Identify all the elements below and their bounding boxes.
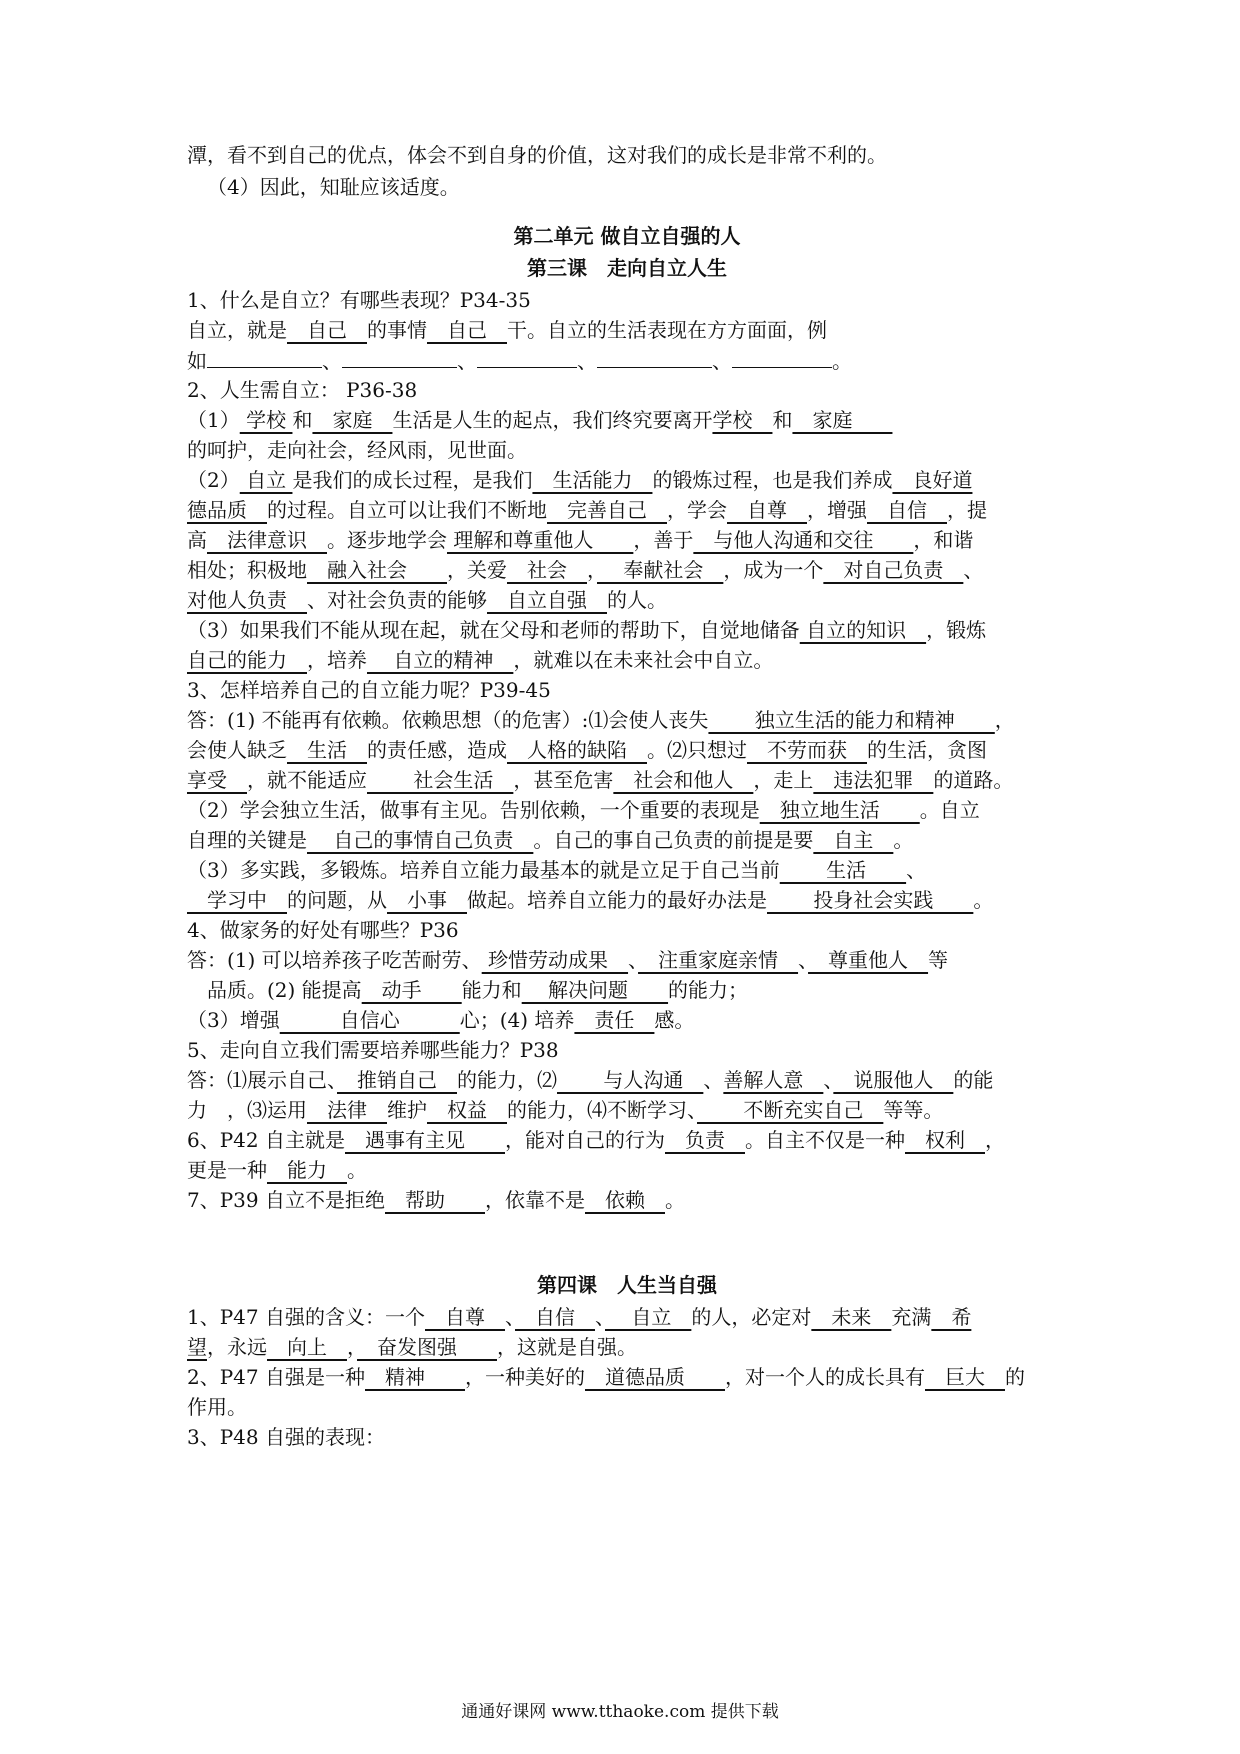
- page-footer: 通通好课网 www.tthaoke.com 提供下载: [461, 1702, 779, 1722]
- text-line: [207, 975, 1087, 1005]
- answer-blank: [597, 345, 712, 368]
- answer-fill: 说服他人: [833, 1068, 954, 1092]
- text-line: [187, 1302, 1067, 1332]
- text-segment: 答：⑴展示自己、: [187, 1068, 337, 1092]
- text-segment: 。⑵只想过: [647, 738, 747, 762]
- text-segment: ，提: [947, 498, 987, 522]
- question-heading: 5、走向自立我们需要培养哪些能力？P38: [187, 1038, 559, 1062]
- text-segment: ，这就是自强。: [497, 1335, 637, 1359]
- answer-fill: 自主: [813, 828, 894, 852]
- answer-blank: [207, 345, 322, 368]
- text-segment: 的能: [953, 1068, 994, 1092]
- text-segment: 的锻炼过程，也是我们养成: [652, 468, 893, 492]
- text-segment: 、: [963, 558, 984, 582]
- answer-fill: 社会: [507, 558, 587, 582]
- text-segment: 能力和: [461, 978, 522, 1002]
- text-segment: 生活是人生的起点，我们终究要离开: [392, 408, 713, 432]
- text-segment: 相处；积极地: [187, 558, 307, 582]
- answer-fill: 望: [187, 1335, 207, 1359]
- text-line: [187, 1065, 1067, 1095]
- answer-fill: 自信: [515, 1305, 595, 1329]
- text-segment: 。自主不仅是一种: [745, 1128, 905, 1152]
- answer-fill: 推销自己: [337, 1068, 457, 1092]
- text-segment: 、: [595, 1305, 605, 1329]
- text-line: [187, 1125, 1067, 1155]
- text-segment: 高: [187, 528, 207, 552]
- question-heading: 3、P48 自强的表现：: [187, 1425, 385, 1449]
- text-segment: ，就不能适应: [247, 768, 367, 792]
- answer-fill: 希: [931, 1305, 972, 1329]
- answer-fill: 家庭: [312, 408, 393, 432]
- text-segment: ，依靠不是: [485, 1188, 585, 1212]
- text-segment: ，一种美好的: [465, 1365, 585, 1389]
- text-line: [187, 825, 1067, 855]
- answer-fill: 珍惜劳动成果: [481, 948, 629, 972]
- lesson-title: 第三课 走向自立人生: [527, 256, 727, 280]
- text-segment: 心；(4) 培养: [459, 1008, 575, 1032]
- text-segment: 会使人缺乏: [187, 738, 287, 762]
- text-segment: ，成为一个: [723, 558, 824, 582]
- answer-fill: 自立的知识: [799, 618, 927, 642]
- answer-fill: 学校: [239, 408, 293, 432]
- answer-fill: 生活: [287, 738, 367, 762]
- text-segment: 、: [798, 948, 809, 972]
- answer-fill: 精神: [365, 1365, 465, 1389]
- text-segment: 2、P47 自强是一种: [187, 1365, 365, 1389]
- answer-fill: 自己: [287, 318, 367, 342]
- text-segment: 答：(1) 可以培养孩子吃苦耐劳、: [187, 948, 482, 972]
- answer-fill: 生活能力: [532, 468, 653, 492]
- text-line: [187, 765, 1067, 795]
- answer-fill: 自尊: [425, 1305, 505, 1329]
- text-segment: 充满: [891, 1305, 932, 1329]
- text-line: [187, 885, 1067, 915]
- answer-fill: 理解和尊重他人: [447, 528, 634, 552]
- text-segment: 干。自立的生活表现在方方面面，例: [507, 318, 827, 342]
- text-segment: 。: [973, 888, 994, 912]
- blank-line: [187, 345, 1067, 376]
- answer-fill: 生活: [779, 858, 907, 882]
- answer-fill: 学习中: [187, 888, 287, 912]
- text-segment: 的问题，从: [287, 888, 387, 912]
- answer-fill: 家庭: [792, 408, 893, 432]
- text-segment: 和: [772, 408, 793, 432]
- text-segment: ，学会: [667, 498, 727, 522]
- separator: 。: [832, 349, 852, 373]
- text-segment: 自立，就是: [187, 318, 287, 342]
- text-segment: 6、P42 自主就是: [187, 1128, 345, 1152]
- answer-fill: 独立地生活: [759, 798, 920, 822]
- answer-fill: 动手: [361, 978, 462, 1002]
- text-segment: 的能力；: [668, 978, 749, 1002]
- text-segment: ，善于: [633, 528, 694, 552]
- text-segment: 。自己的事自己负责的前提是要: [533, 828, 814, 852]
- answer-fill: 不劳而获: [747, 738, 867, 762]
- answer-fill: 不断充实自己: [697, 1098, 884, 1122]
- answer-blank: [342, 345, 457, 368]
- text-segment: ，甚至危害: [513, 768, 614, 792]
- text-segment: 做起。培养自立能力的最好办法是: [467, 888, 767, 912]
- answer-fill: 权益: [427, 1098, 507, 1122]
- answer-fill: 独立生活的能力和精神: [708, 708, 995, 732]
- text-line: [187, 315, 1067, 345]
- answer-blank: [477, 345, 577, 368]
- text-line: [187, 1005, 1067, 1035]
- lesson-title: 第四课 人生当自强: [537, 1273, 717, 1297]
- answer-fill: 自己: [427, 318, 507, 342]
- answer-fill: 与他人沟通和交往: [693, 528, 914, 552]
- unit-title: 第二单元 做自立自强的人: [513, 224, 741, 248]
- text-segment: 、: [703, 1068, 724, 1092]
- text-segment: ，培养: [307, 648, 367, 672]
- answer-fill: 自立: [605, 1305, 692, 1329]
- text-line: [187, 1362, 1067, 1392]
- answer-fill: 社会生活: [367, 768, 514, 792]
- text-line: （4）因此，知耻应该适度。: [207, 175, 460, 199]
- text-segment: 的能力，⑷不断学习、: [507, 1098, 697, 1122]
- answer-fill: 能力: [267, 1158, 347, 1182]
- text-segment: ，就难以在未来社会中自立。: [513, 648, 774, 672]
- text-line: [187, 465, 1067, 495]
- text-segment: ，增强: [807, 498, 867, 522]
- answer-fill: 对他人负责: [187, 588, 307, 612]
- text-segment: 力 ，⑶运用: [187, 1098, 307, 1122]
- text-line: [187, 1155, 1067, 1185]
- text-segment: 7、P39 自立不是拒绝: [187, 1188, 385, 1212]
- answer-fill: 帮助: [385, 1188, 485, 1212]
- text-line: [187, 705, 1067, 735]
- text-segment: 更是一种: [187, 1158, 267, 1182]
- answer-fill: 自尊: [727, 498, 807, 522]
- text-segment: 的事情: [367, 318, 427, 342]
- answer-fill: 遇事有主见: [345, 1128, 505, 1152]
- answer-fill: 自己的事情自己负责: [307, 828, 534, 852]
- answer-fill: 责任: [574, 1008, 655, 1032]
- text-segment: ，锻炼: [926, 618, 987, 642]
- text-line: 作用。: [187, 1395, 247, 1419]
- text-segment: 。: [347, 1158, 367, 1182]
- text-segment: 。: [665, 1188, 685, 1212]
- text-segment: ，: [994, 708, 1015, 732]
- text-segment: 的生活，贪图: [867, 738, 987, 762]
- text-segment: 。: [893, 828, 914, 852]
- answer-fill: 投身社会实践: [767, 888, 974, 912]
- text-segment: 、: [906, 858, 927, 882]
- answer-fill: 注重家庭亲情: [638, 948, 799, 972]
- text-prefix: 如: [187, 349, 207, 373]
- answer-fill: 自信: [867, 498, 947, 522]
- text-segment: 。逐步地学会: [327, 528, 447, 552]
- text-segment: 的人，必定对: [691, 1305, 812, 1329]
- answer-fill: 依赖: [585, 1188, 665, 1212]
- text-line: [187, 525, 1067, 555]
- text-segment: （2）: [187, 468, 240, 492]
- text-segment: 的能力，⑵: [457, 1068, 557, 1092]
- text-segment: 。自立: [919, 798, 980, 822]
- text-segment: ，能对自己的行为: [505, 1128, 665, 1152]
- text-segment: （2）学会独立生活，做事有主见。告别依赖，一个重要的表现是: [187, 798, 760, 822]
- text-segment: ，对一个人的成长具有: [725, 1365, 925, 1389]
- answer-fill: 奋发图强: [357, 1335, 497, 1359]
- text-segment: 等等。: [883, 1098, 944, 1122]
- text-segment: 是我们的成长过程，是我们: [292, 468, 533, 492]
- answer-fill: 违法犯罪: [813, 768, 934, 792]
- text-segment: 、: [823, 1068, 834, 1092]
- text-segment: 感。: [654, 1008, 695, 1032]
- answer-fill: 自立的精神: [367, 648, 514, 672]
- question-heading: 4、做家务的好处有哪些？P36: [187, 918, 459, 942]
- question-heading: 2、人生需自立： P36-38: [187, 378, 418, 402]
- text-segment: ，: [347, 1335, 357, 1359]
- text-segment: ，和谐: [913, 528, 974, 552]
- text-segment: 和: [292, 408, 313, 432]
- text-line: [187, 855, 1067, 885]
- text-line: 潭，看不到自己的优点，体会不到自身的价值，这对我们的成长是非常不利的。: [187, 143, 887, 167]
- answer-fill: 自立自强: [487, 588, 607, 612]
- answer-fill: 解决问题: [521, 978, 669, 1002]
- answer-fill: 未来: [811, 1305, 892, 1329]
- text-segment: ，: [985, 1128, 1005, 1152]
- text-segment: （3）如果我们不能从现在起，就在父母和老师的帮助下，自觉地储备: [187, 618, 800, 642]
- text-line: [187, 615, 1067, 645]
- text-segment: 维护: [387, 1098, 427, 1122]
- text-segment: （1）: [187, 408, 240, 432]
- answer-fill: 道德品质: [585, 1365, 725, 1389]
- answer-fill: 享受: [187, 768, 247, 792]
- answer-fill: 对自己负责: [823, 558, 964, 582]
- answer-fill: 法律: [307, 1098, 387, 1122]
- answer-fill: 社会和他人: [613, 768, 754, 792]
- text-line: [187, 795, 1067, 825]
- answer-blank: [732, 345, 832, 368]
- separator: 、: [322, 349, 342, 373]
- text-segment: 自理的关键是: [187, 828, 307, 852]
- text-segment: 的人。: [607, 588, 667, 612]
- text-line: [187, 945, 1067, 975]
- text-segment: 的道路。: [933, 768, 1014, 792]
- text-segment: 、对社会负责的能够: [307, 588, 487, 612]
- answer-fill: 奉献社会: [597, 558, 724, 582]
- answer-fill: 完善自己: [547, 498, 667, 522]
- text-line: [187, 1095, 1067, 1125]
- question-heading: 1、什么是自立？有哪些表现？P34-35: [187, 288, 531, 312]
- text-segment: （3）增强: [187, 1008, 280, 1032]
- text-segment: 的责任感，造成: [367, 738, 507, 762]
- text-segment: 、: [505, 1305, 515, 1329]
- answer-fill: 自己的能力: [187, 648, 307, 672]
- answer-fill: 巨大: [925, 1365, 1005, 1389]
- text-segment: 等: [928, 948, 949, 972]
- answer-fill: 权利: [905, 1128, 985, 1152]
- text-segment: ，: [587, 558, 597, 582]
- answer-fill: 融入社会: [307, 558, 447, 582]
- text-segment: ，永远: [207, 1335, 267, 1359]
- text-segment: 的: [1005, 1365, 1025, 1389]
- text-line: [187, 1332, 1067, 1362]
- answer-fill: 自信心: [279, 1008, 460, 1032]
- text-line: [187, 555, 1067, 585]
- text-line: [187, 1185, 1067, 1215]
- separator: 、: [712, 349, 732, 373]
- question-heading: 3、怎样培养自己的自立能力呢？P39-45: [187, 678, 551, 702]
- text-segment: ，走上: [753, 768, 814, 792]
- text-line: [187, 495, 1067, 525]
- answer-fill: 自立: [239, 468, 293, 492]
- text-segment: 的过程。自立可以让我们不断地: [267, 498, 547, 522]
- answer-fill: 尊重他人: [808, 948, 929, 972]
- separator: 、: [577, 349, 597, 373]
- text-segment: （3）多实践，多锻炼。培养自立能力最基本的就是立足于自己当前: [187, 858, 780, 882]
- answer-fill: 法律意识: [207, 528, 327, 552]
- answer-fill: 与人沟通: [557, 1068, 704, 1092]
- text-segment: 1、P47 自强的含义：一个: [187, 1305, 425, 1329]
- text-line: [187, 735, 1067, 765]
- text-segment: 答：(1) 不能再有依赖。依赖思想（的危害）:⑴会使人丧失: [187, 708, 709, 732]
- text-segment: 、: [628, 948, 639, 972]
- text-line: [187, 585, 1067, 615]
- separator: 、: [457, 349, 477, 373]
- text-line: 的呵护，走向社会，经风雨，见世面。: [187, 438, 527, 462]
- answer-fill: 良好道: [892, 468, 973, 492]
- answer-fill: 人格的缺陷: [507, 738, 647, 762]
- text-segment: 品质。(2) 能提高: [207, 978, 362, 1002]
- text-line: [187, 405, 1067, 435]
- answer-fill: 向上: [267, 1335, 347, 1359]
- answer-fill: 负责: [665, 1128, 745, 1152]
- text-segment: ，关爱: [447, 558, 507, 582]
- answer-fill: 学校: [712, 408, 773, 432]
- answer-fill: 小事: [387, 888, 467, 912]
- text-line: [187, 645, 1067, 675]
- answer-fill: 德品质: [187, 498, 267, 522]
- answer-fill: 善解人意: [723, 1068, 824, 1092]
